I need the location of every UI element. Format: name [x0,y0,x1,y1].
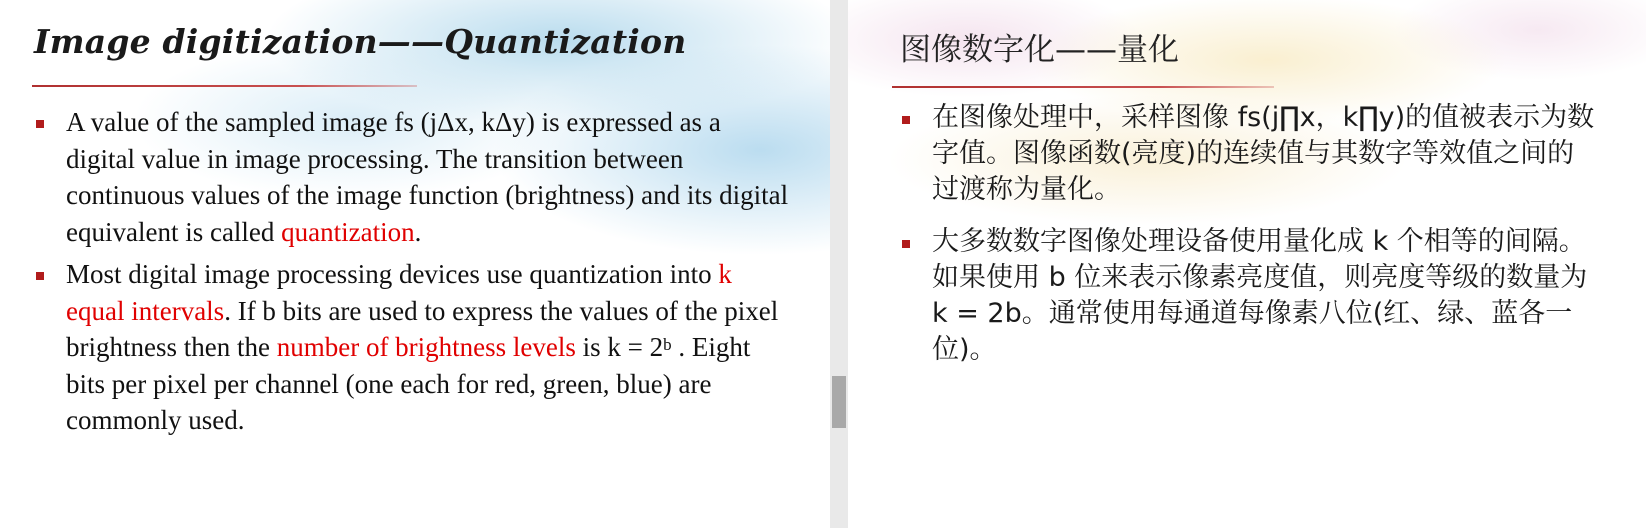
text-segment: Most digital image processing devices use quantization into [66,259,719,289]
square-bullet-icon [36,272,44,280]
text-segment: . [414,216,422,247]
text-segment: . If b bits are used to express the values of the pixel brightness then the [66,295,779,362]
slide-title-chinese: 图像数字化——量化 [900,32,1179,68]
bullet-text: 大多数数字图像处理设备使用量化成 k 个相等的间隔。如果使用 b 位来表示像素亮度值，则亮度等级的数量为 k = 2b。通常使用每通道每像素八位(红、绿、蓝各一位)。 [932,226,1588,365]
english-bullet-1 [34,104,794,250]
title-underline [32,85,417,87]
vertical-scrollbar-track[interactable] [830,0,848,528]
highlight-term-brightness-levels: number of brightness levels [276,332,576,362]
square-bullet-icon [36,120,44,128]
square-bullet-icon [902,240,910,248]
scrollbar-thumb[interactable] [832,376,846,428]
superscript-b: b [663,335,672,354]
chinese-bullet-list [900,100,1600,384]
slide-title-english: Image digitization——Quantization [34,22,687,61]
chinese-bullet-1 [900,100,1600,208]
bullet-text: 在图像处理中，采样图像 fs(j∏x，k∏y)的值被表示为数字值。图像函数(亮度)的连续值与其数字等效值之间的过渡称为量化。 [932,102,1595,205]
highlight-term-k-equal-intervals: k equal intervals [66,259,732,326]
text-segment: A value of the sampled image fs (jΔx, kΔy) is expressed as a digital value in image processing. The transition between continuous values of the image function (brightness) and its digital equivalent is called [66,107,789,247]
text-segment: . Eight bits per pixel per channel (one each for red, green, blue) are commonly used. [66,332,751,435]
highlight-term-quantization: quantization [281,216,415,247]
english-bullet-2 [34,256,794,439]
chinese-bullet-2 [900,224,1600,368]
title-underline [892,86,1274,88]
text-segment: is k = 2 [575,332,664,362]
square-bullet-icon [902,116,910,124]
chinese-slide [848,0,1646,528]
english-bullet-list [34,104,794,445]
